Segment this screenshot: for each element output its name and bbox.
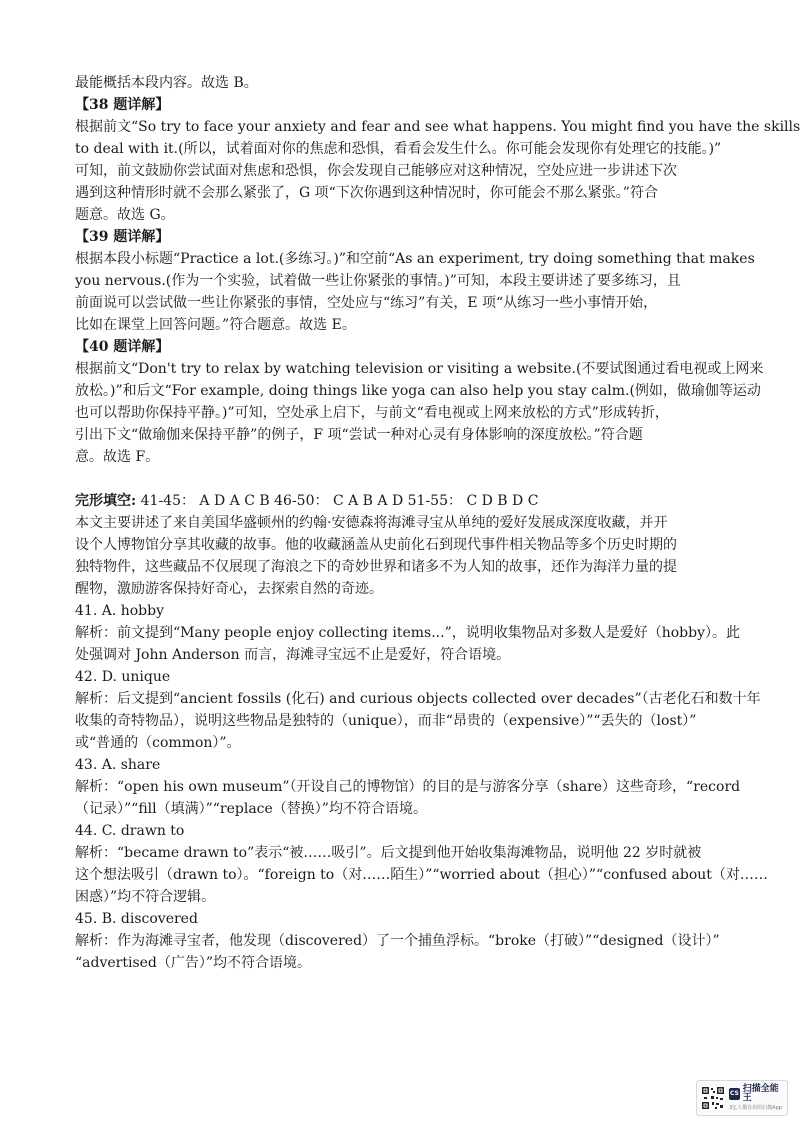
text-line: 这个想法吸引（drawn to）。“foreign to（对……陌生）”“worried about（担心）”“confused about（对…… [75,867,768,883]
camscanner-watermark [696,1080,788,1116]
watermark-tagline: 3亿人都在用的扫描App [729,1104,782,1111]
text-line: 引出下文“做瑜伽来保持平静”的例子，F 项“尝试一种对心灵有身体影响的深度放松。”符合题 [75,427,643,443]
text-line: 【39 题详解】 [75,229,170,245]
watermark-text [729,1085,783,1111]
text-line: 设个人博物馆分享其收藏的故事。他的收藏涵盖从史前化石到现代事件相关物品等多个历史时期的 [75,537,677,553]
text-line: “advertised（广告）”均不符合语境。 [75,955,312,971]
text-line: to deal with it.(所以，试着面对你的焦虑和恐惧，看看会发生什么。你可能会发现你有处理它的技能。)” [75,141,722,157]
text-line: 或“普通的（common）”。 [75,735,241,751]
text-line: 遇到这种情形时就不会那么紧张了，G 项“下次你遇到这种情况时，你可能会不那么紧张。”符合 [75,185,658,201]
text-line: 解析：前文提到“Many people enjoy collecting items...”，说明收集物品对多数人是爱好（hobby）。此 [75,625,741,641]
passage-explanations [75,72,800,468]
text-line: 醒物，激励游客保持好奇心，去探索自然的奇迹。 [75,581,383,597]
section-spacer [75,468,725,490]
text-line: 解析：“open his own museum”（开设自己的博物馆）的目的是与游客分享（share）这些奇珍，“record [75,779,741,795]
text-line: 可知，前文鼓励你尝试面对焦虑和恐惧，你会发现自己能够应对这种情况，空处应进一步讲述下次 [75,163,677,179]
text-line: 45. B. discovered [75,911,198,927]
cloze-explanations [75,512,768,974]
text-line: 本文主要讲述了来自美国华盛顿州的约翰·安德森将海滩寻宝从单纯的爱好发展成深度收藏，并开 [75,515,668,531]
cloze-title: 完形填空: [75,493,137,509]
text-line: 也可以帮助你保持平静。)”可知，空处承上启下，与前文“看电视或上网来放松的方式”形成转折， [75,405,669,421]
watermark-app-name: 扫描全能王 [742,1083,779,1104]
qr-code-icon [701,1086,725,1110]
text-line: （记录）”“fill（填满）”“replace（替换）”均不符合语境。 [75,801,427,817]
text-line: 困惑）”均不符合逻辑。 [75,889,216,905]
text-line: 解析：后文提到“ancient fossils (化石) and curious objects collected over decades”（古老化石和数十年 [75,691,761,707]
document-body [75,72,800,974]
cloze-answers: 41-45： A D A C B 46-50： C A B A D 51-55： C D B D C [140,493,539,509]
text-line: 前面说可以尝试做一些让你紧张的事情，空处应与“练习”有关，E 项“从练习一些小事情开始， [75,295,658,311]
text-line: 独特物件，这些藏品不仅展现了海浪之下的奇妙世界和诸多不为人知的故事，还作为海洋力量的提 [75,559,677,575]
text-line: 43. A. share [75,757,161,773]
text-line: 根据前文“Don't try to relax by watching television or visiting a website.(不要试图通过看电视或上网来 [75,361,764,377]
text-line: 42. D. unique [75,669,171,685]
text-line: 41. A. hobby [75,603,165,619]
text-line: 题意。故选 G。 [75,207,175,223]
text-line: 根据前文“So try to face your anxiety and fear and see what happens. You might find you have the skills [75,119,800,135]
text-line: 收集的奇特物品），说明这些物品是独特的（unique），而非“昂贵的（expensive）”“丢失的（lost）” [75,713,697,729]
cloze-answer-line [75,490,725,512]
text-line: 解析：“became drawn to”表示“被……吸引”。后文提到他开始收集海滩物品，说明他 22 岁时就被 [75,845,702,861]
text-line: 意。故选 F。 [75,449,160,465]
text-line: 最能概括本段内容。故选 B。 [75,75,258,91]
text-line: 【38 题详解】 [75,97,170,113]
text-line: 【40 题详解】 [75,339,170,355]
text-line: 44. C. drawn to [75,823,185,839]
camscanner-logo-icon: CS [729,1088,740,1100]
text-line: 处强调对 John Anderson 而言，海滩寻宝远不止是爱好，符合语境。 [75,647,511,663]
text-line: 根据本段小标题“Practice a lot.(多练习。)”和空前“As an experiment, try doing something that makes [75,251,755,267]
text-line: 放松。)”和后文“For example, doing things like yoga can also help you stay calm.(例如，做瑜伽等运动 [75,383,761,399]
text-line: 解析：作为海滩寻宝者，他发现（discovered）了一个捕鱼浮标。“broke（打破）”“designed（设计）” [75,933,720,949]
text-line: you nervous.(作为一个实验，试着做一些让你紧张的事情。)”可知，本段主要讲述了要多练习，且 [75,273,681,289]
text-line: 比如在课堂上回答问题。”符合题意。故选 E。 [75,317,356,333]
